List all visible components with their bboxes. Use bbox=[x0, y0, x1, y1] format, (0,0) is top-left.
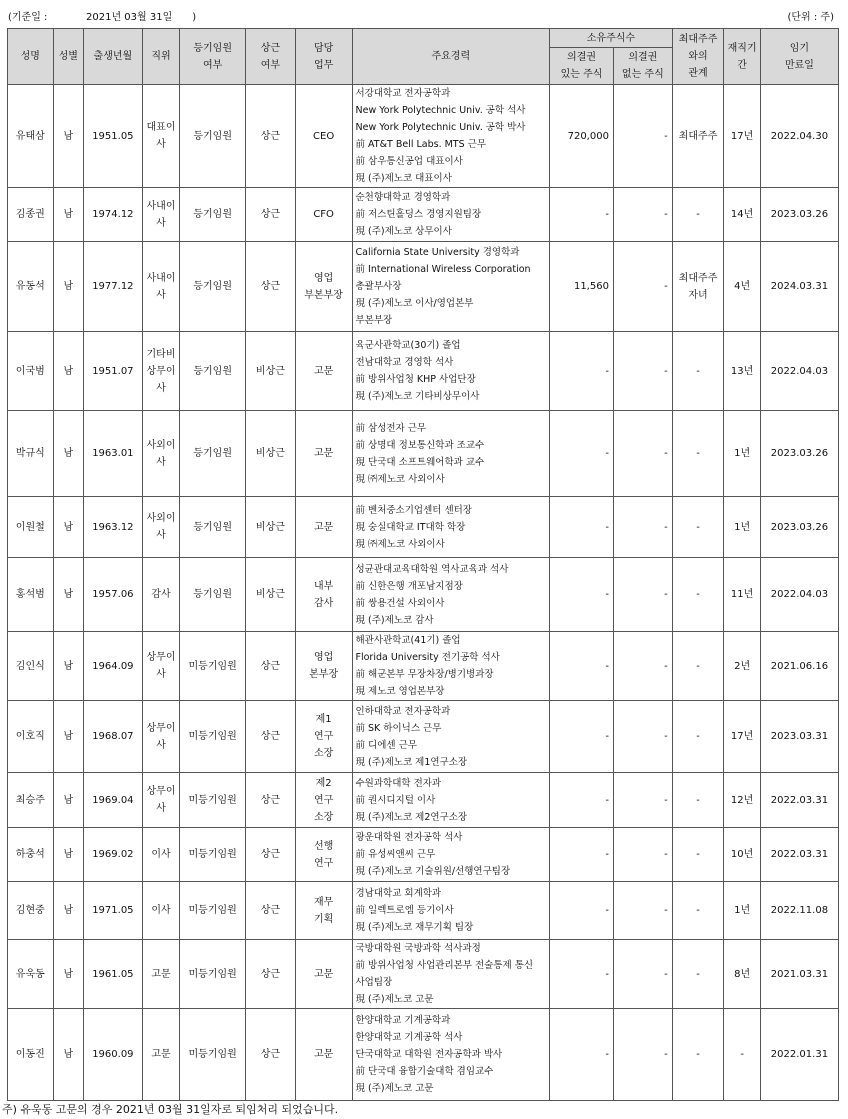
cell-birth: 1964.09 bbox=[83, 632, 142, 701]
cell-fulltime: 상근 bbox=[246, 882, 296, 940]
cell-term: 2021.06.16 bbox=[760, 632, 838, 701]
cell-relation: - bbox=[672, 497, 724, 558]
cell-voting: - bbox=[550, 497, 614, 558]
executives-table bbox=[7, 28, 839, 1101]
cell-term: 2023.03.26 bbox=[760, 497, 838, 558]
cell-name: 홍석범 bbox=[8, 558, 54, 632]
cell-name: 이원철 bbox=[8, 497, 54, 558]
cell-career: 해관사관학교(41기) 졸업 Florida University 전기공학 석사 前 해군본부 무장차장/병기병과장 現 제노코 영업본부장 bbox=[352, 632, 550, 701]
cell-registered: 등기임원 bbox=[180, 242, 246, 332]
cell-career: 경남대학교 회계학과 前 일렉트로엠 등기이사 現 (주)제노코 재무기획 팀장 bbox=[352, 882, 550, 940]
cell-gender: 남 bbox=[53, 85, 83, 188]
cell-tenure: 17년 bbox=[724, 701, 760, 773]
cell-relation: - bbox=[672, 773, 724, 828]
cell-term: 2022.04.03 bbox=[760, 558, 838, 632]
cell-relation: - bbox=[672, 701, 724, 773]
cell-nonvoting: - bbox=[613, 558, 672, 632]
cell-duty: 영업 부본부장 bbox=[295, 242, 352, 332]
cell-nonvoting: - bbox=[613, 497, 672, 558]
basis-date: 2021년 03월 31일 ) bbox=[86, 12, 197, 23]
cell-duty: 영업 본부장 bbox=[295, 632, 352, 701]
cell-tenure: 10년 bbox=[724, 828, 760, 882]
cell-gender: 남 bbox=[53, 632, 83, 701]
cell-voting: 720,000 bbox=[550, 85, 614, 188]
cell-tenure: 8년 bbox=[724, 940, 760, 1009]
cell-duty: CEO bbox=[295, 85, 352, 188]
table-row bbox=[8, 773, 839, 828]
cell-registered: 미등기임원 bbox=[180, 773, 246, 828]
cell-voting: - bbox=[550, 773, 614, 828]
table-row bbox=[8, 188, 839, 242]
col-registered: 등기임원 여부 bbox=[180, 29, 246, 85]
cell-relation: - bbox=[672, 558, 724, 632]
col-voting: 의결권 있는 주식 bbox=[550, 48, 614, 85]
cell-gender: 남 bbox=[53, 882, 83, 940]
cell-gender: 남 bbox=[53, 773, 83, 828]
cell-term: 2023.03.31 bbox=[760, 701, 838, 773]
cell-duty: 고문 bbox=[295, 411, 352, 497]
cell-career: 서강대학교 전자공학과 New York Polytechnic Univ. 공학 석사 New York Polytechnic Univ. 공학 박사 前 AT&T Bell Labs. MTS 근무 前 삼우통신공업 대표이사 現 (주)제노코 대표이사 bbox=[352, 85, 550, 188]
cell-tenure: 2년 bbox=[724, 632, 760, 701]
cell-nonvoting: - bbox=[613, 411, 672, 497]
table-row bbox=[8, 332, 839, 411]
cell-name: 김종권 bbox=[8, 188, 54, 242]
table-row bbox=[8, 85, 839, 188]
cell-duty: 재무 기획 bbox=[295, 882, 352, 940]
cell-gender: 남 bbox=[53, 1009, 83, 1101]
cell-position: 사외이 사 bbox=[142, 497, 179, 558]
cell-fulltime: 비상근 bbox=[246, 558, 296, 632]
cell-term: 2022.03.31 bbox=[760, 773, 838, 828]
cell-nonvoting: - bbox=[613, 773, 672, 828]
report-header bbox=[0, 0, 848, 28]
cell-position: 이사 bbox=[142, 828, 179, 882]
col-nonvoting: 의결권 없는 주식 bbox=[613, 48, 672, 85]
cell-fulltime: 상근 bbox=[246, 242, 296, 332]
cell-career: 인하대학교 전자공학과 前 SK 하이닉스 근무 前 디에센 근무 現 (주)제노코 제1연구소장 bbox=[352, 701, 550, 773]
col-name: 성명 bbox=[8, 29, 54, 85]
cell-gender: 남 bbox=[53, 411, 83, 497]
cell-registered: 미등기임원 bbox=[180, 828, 246, 882]
cell-duty: 제2 연구 소장 bbox=[295, 773, 352, 828]
cell-tenure: 11년 bbox=[724, 558, 760, 632]
cell-tenure: 14년 bbox=[724, 188, 760, 242]
cell-registered: 등기임원 bbox=[180, 188, 246, 242]
cell-duty: CFO bbox=[295, 188, 352, 242]
cell-voting: - bbox=[550, 882, 614, 940]
cell-term: 2022.03.31 bbox=[760, 828, 838, 882]
table-row bbox=[8, 497, 839, 558]
cell-name: 유동석 bbox=[8, 242, 54, 332]
cell-registered: 미등기임원 bbox=[180, 701, 246, 773]
cell-birth: 1969.04 bbox=[83, 773, 142, 828]
cell-position: 기타비 상무이 사 bbox=[142, 332, 179, 411]
cell-relation: 최대주주 자녀 bbox=[672, 242, 724, 332]
cell-position: 고문 bbox=[142, 940, 179, 1009]
cell-birth: 1951.07 bbox=[83, 332, 142, 411]
cell-tenure: 17년 bbox=[724, 85, 760, 188]
cell-tenure: - bbox=[724, 1009, 760, 1101]
cell-position: 사내이 사 bbox=[142, 188, 179, 242]
cell-birth: 1957.06 bbox=[83, 558, 142, 632]
cell-registered: 등기임원 bbox=[180, 85, 246, 188]
cell-registered: 미등기임원 bbox=[180, 940, 246, 1009]
cell-gender: 남 bbox=[53, 940, 83, 1009]
cell-fulltime: 상근 bbox=[246, 1009, 296, 1101]
cell-position: 사내이 사 bbox=[142, 242, 179, 332]
table-row bbox=[8, 242, 839, 332]
cell-duty: 내부 감사 bbox=[295, 558, 352, 632]
cell-career: 육군사관학교(30기) 졸업 전남대학교 경영학 석사 前 방위사업청 KHP 사업단장 現 (주)제노코 기타비상무이사 bbox=[352, 332, 550, 411]
cell-term: 2022.01.31 bbox=[760, 1009, 838, 1101]
cell-duty: 선행 연구 bbox=[295, 828, 352, 882]
cell-relation: 최대주주 bbox=[672, 85, 724, 188]
cell-registered: 미등기임원 bbox=[180, 882, 246, 940]
cell-nonvoting: - bbox=[613, 85, 672, 188]
cell-tenure: 1년 bbox=[724, 411, 760, 497]
table-row bbox=[8, 882, 839, 940]
table-row bbox=[8, 1009, 839, 1101]
cell-fulltime: 비상근 bbox=[246, 411, 296, 497]
cell-position: 상무이 사 bbox=[142, 632, 179, 701]
cell-position: 고문 bbox=[142, 1009, 179, 1101]
cell-nonvoting: - bbox=[613, 882, 672, 940]
table-body bbox=[8, 85, 839, 1101]
col-term: 임기 만료일 bbox=[760, 29, 838, 85]
cell-position: 감사 bbox=[142, 558, 179, 632]
cell-voting: - bbox=[550, 411, 614, 497]
cell-relation: - bbox=[672, 632, 724, 701]
cell-career: 성균관대교육대학원 역사교육과 석사 前 신한은행 개포남지점장 前 쌍용건설 사외이사 現 (주)제노코 감사 bbox=[352, 558, 550, 632]
cell-name: 최승주 bbox=[8, 773, 54, 828]
table-row bbox=[8, 701, 839, 773]
col-career: 주요경력 bbox=[352, 29, 550, 85]
col-birth: 출생년월 bbox=[83, 29, 142, 85]
footnote: 주) 유욱동 고문의 경우 2021년 03월 31일자로 퇴임처리 되었습니다. bbox=[2, 1103, 339, 1116]
cell-gender: 남 bbox=[53, 828, 83, 882]
cell-term: 2022.04.03 bbox=[760, 332, 838, 411]
cell-career: 前 삼성전자 근무 前 상명대 정보통신학과 조교수 現 단국대 소프트웨어학과 교수 現 ㈜제노코 사외이사 bbox=[352, 411, 550, 497]
cell-tenure: 4년 bbox=[724, 242, 760, 332]
cell-fulltime: 상근 bbox=[246, 940, 296, 1009]
cell-name: 이국범 bbox=[8, 332, 54, 411]
col-gender: 성별 bbox=[53, 29, 83, 85]
cell-birth: 1961.05 bbox=[83, 940, 142, 1009]
cell-relation: - bbox=[672, 332, 724, 411]
cell-term: 2021.03.31 bbox=[760, 940, 838, 1009]
cell-gender: 남 bbox=[53, 701, 83, 773]
cell-nonvoting: - bbox=[613, 332, 672, 411]
cell-registered: 등기임원 bbox=[180, 332, 246, 411]
cell-position: 상무이 사 bbox=[142, 773, 179, 828]
unit-label: (단위 : 주) bbox=[787, 12, 834, 23]
col-relation: 최대주주 와의 관계 bbox=[672, 29, 724, 85]
cell-registered: 등기임원 bbox=[180, 558, 246, 632]
table-row bbox=[8, 411, 839, 497]
cell-voting: - bbox=[550, 1009, 614, 1101]
col-position: 직위 bbox=[142, 29, 179, 85]
table-row bbox=[8, 558, 839, 632]
cell-career: 수원과학대학 전자과 前 퀀시디지털 이사 現 (주)제노코 제2연구소장 bbox=[352, 773, 550, 828]
cell-fulltime: 비상근 bbox=[246, 332, 296, 411]
cell-term: 2022.04.30 bbox=[760, 85, 838, 188]
cell-birth: 1951.05 bbox=[83, 85, 142, 188]
cell-name: 이동진 bbox=[8, 1009, 54, 1101]
cell-fulltime: 상근 bbox=[246, 701, 296, 773]
cell-nonvoting: - bbox=[613, 828, 672, 882]
cell-birth: 1974.12 bbox=[83, 188, 142, 242]
cell-birth: 1971.05 bbox=[83, 882, 142, 940]
cell-relation: - bbox=[672, 882, 724, 940]
cell-registered: 미등기임원 bbox=[180, 632, 246, 701]
cell-name: 유욱동 bbox=[8, 940, 54, 1009]
cell-fulltime: 상근 bbox=[246, 773, 296, 828]
basis-label: (기준일 : bbox=[8, 12, 48, 23]
cell-position: 사외이 사 bbox=[142, 411, 179, 497]
col-shares: 소유주식수 bbox=[550, 29, 673, 48]
cell-career: 순천향대학교 경영학과 前 저스틴홀딩스 경영지원팀장 現 (주)제노코 상무이사 bbox=[352, 188, 550, 242]
cell-registered: 미등기임원 bbox=[180, 1009, 246, 1101]
cell-nonvoting: - bbox=[613, 701, 672, 773]
cell-gender: 남 bbox=[53, 188, 83, 242]
table-row bbox=[8, 828, 839, 882]
cell-nonvoting: - bbox=[613, 188, 672, 242]
cell-registered: 등기임원 bbox=[180, 497, 246, 558]
cell-relation: - bbox=[672, 411, 724, 497]
cell-relation: - bbox=[672, 188, 724, 242]
cell-birth: 1960.09 bbox=[83, 1009, 142, 1101]
col-tenure: 재직기 간 bbox=[724, 29, 760, 85]
cell-tenure: 1년 bbox=[724, 497, 760, 558]
cell-relation: - bbox=[672, 1009, 724, 1101]
cell-name: 박규식 bbox=[8, 411, 54, 497]
cell-voting: - bbox=[550, 558, 614, 632]
table-row bbox=[8, 940, 839, 1009]
cell-nonvoting: - bbox=[613, 242, 672, 332]
cell-name: 김인식 bbox=[8, 632, 54, 701]
cell-position: 대표이 사 bbox=[142, 85, 179, 188]
cell-voting: - bbox=[550, 940, 614, 1009]
cell-name: 하충석 bbox=[8, 828, 54, 882]
cell-gender: 남 bbox=[53, 558, 83, 632]
cell-relation: - bbox=[672, 828, 724, 882]
cell-registered: 등기임원 bbox=[180, 411, 246, 497]
cell-voting: - bbox=[550, 632, 614, 701]
cell-career: 한양대학교 기계공학과 한양대학교 기계공학 석사 단국대학교 대학원 전자공학과 박사 前 단국대 융합기술대학 겸임교수 現 (주)제노코 고문 bbox=[352, 1009, 550, 1101]
cell-name: 유태삼 bbox=[8, 85, 54, 188]
cell-birth: 1977.12 bbox=[83, 242, 142, 332]
cell-term: 2023.03.26 bbox=[760, 188, 838, 242]
cell-nonvoting: - bbox=[613, 1009, 672, 1101]
cell-duty: 고문 bbox=[295, 332, 352, 411]
cell-term: 2022.11.08 bbox=[760, 882, 838, 940]
cell-tenure: 1년 bbox=[724, 882, 760, 940]
cell-name: 김현중 bbox=[8, 882, 54, 940]
cell-career: 前 벤처중소기업센터 센터장 現 숭실대학교 IT대학 학장 現 ㈜제노코 사외이사 bbox=[352, 497, 550, 558]
cell-fulltime: 상근 bbox=[246, 828, 296, 882]
cell-duty: 제1 연구 소장 bbox=[295, 701, 352, 773]
cell-term: 2023.03.26 bbox=[760, 411, 838, 497]
cell-voting: 11,560 bbox=[550, 242, 614, 332]
cell-birth: 1968.07 bbox=[83, 701, 142, 773]
cell-duty: 고문 bbox=[295, 940, 352, 1009]
cell-name: 이호직 bbox=[8, 701, 54, 773]
cell-position: 상무이 사 bbox=[142, 701, 179, 773]
cell-nonvoting: - bbox=[613, 940, 672, 1009]
cell-tenure: 13년 bbox=[724, 332, 760, 411]
cell-voting: - bbox=[550, 332, 614, 411]
cell-birth: 1963.01 bbox=[83, 411, 142, 497]
cell-gender: 남 bbox=[53, 497, 83, 558]
col-fulltime: 상근 여부 bbox=[246, 29, 296, 85]
cell-nonvoting: - bbox=[613, 632, 672, 701]
cell-relation: - bbox=[672, 940, 724, 1009]
cell-duty: 고문 bbox=[295, 1009, 352, 1101]
cell-duty: 고문 bbox=[295, 497, 352, 558]
cell-gender: 남 bbox=[53, 242, 83, 332]
cell-term: 2024.03.31 bbox=[760, 242, 838, 332]
cell-birth: 1963.12 bbox=[83, 497, 142, 558]
cell-fulltime: 상근 bbox=[246, 188, 296, 242]
cell-fulltime: 상근 bbox=[246, 85, 296, 188]
cell-fulltime: 비상근 bbox=[246, 497, 296, 558]
cell-fulltime: 상근 bbox=[246, 632, 296, 701]
cell-career: 광운대학원 전자공학 석사 前 유성씨앤씨 근무 現 (주)제노코 기술위원/선행연구팀장 bbox=[352, 828, 550, 882]
cell-voting: - bbox=[550, 188, 614, 242]
cell-position: 이사 bbox=[142, 882, 179, 940]
cell-tenure: 12년 bbox=[724, 773, 760, 828]
col-duty: 담당 업무 bbox=[295, 29, 352, 85]
cell-voting: - bbox=[550, 828, 614, 882]
cell-career: 국방대학원 국방과학 석사과정 前 방위사업청 사업관리본부 전술통제 통신 사업팀장 現 (주)제노코 고문 bbox=[352, 940, 550, 1009]
cell-career: California State University 경영학과 前 International Wireless Corporation 총괄부사장 現 (주)제노코 이사/영업본부 부본부장 bbox=[352, 242, 550, 332]
table-row bbox=[8, 632, 839, 701]
cell-birth: 1969.02 bbox=[83, 828, 142, 882]
cell-gender: 남 bbox=[53, 332, 83, 411]
cell-voting: - bbox=[550, 701, 614, 773]
